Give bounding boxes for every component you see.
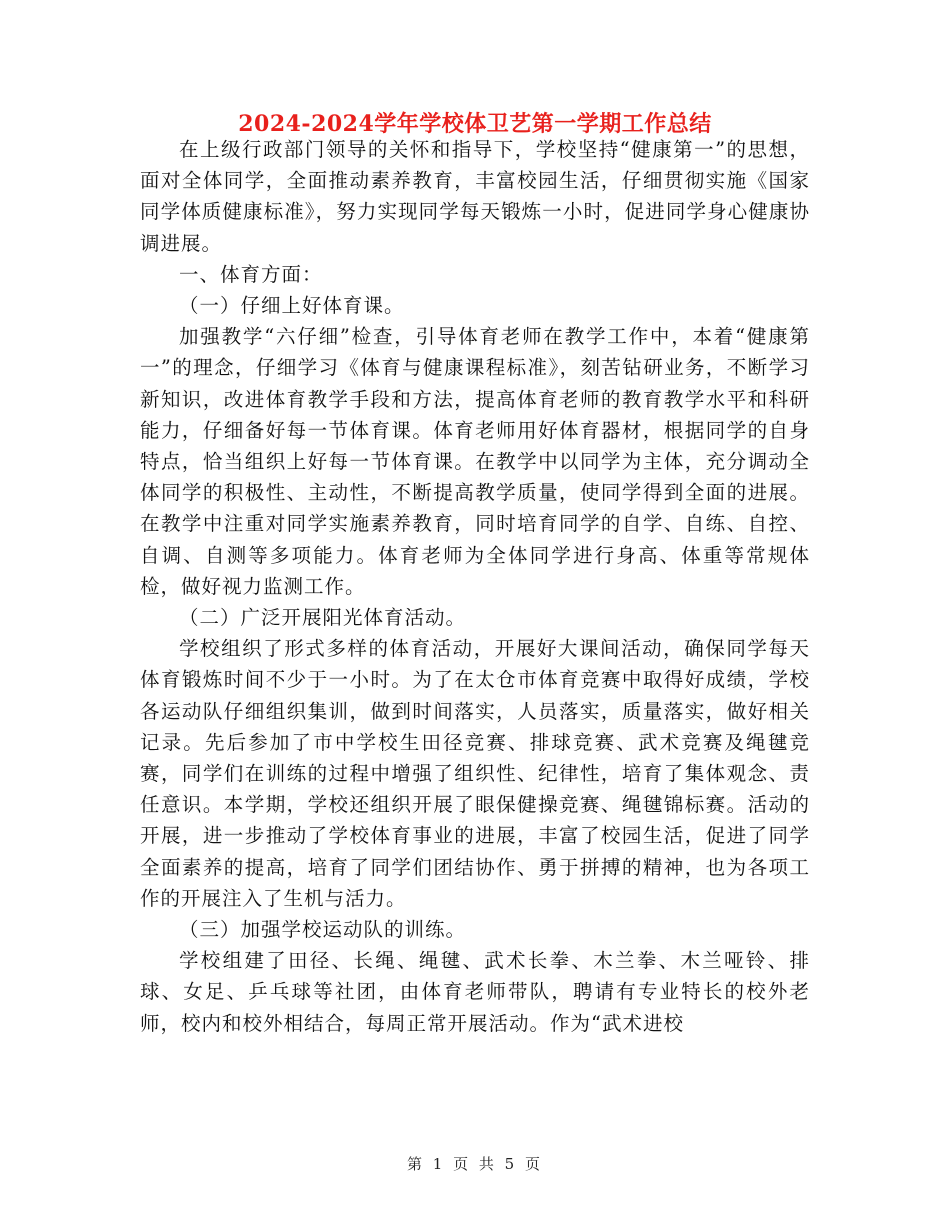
subsection-heading-2: （二）广泛开展阳光体育活动。 [179, 606, 467, 630]
document-body [140, 134, 810, 1039]
subsection-heading-1: （一）仔细上好体育课。 [179, 294, 405, 318]
paragraph-sports-teams: 学校组建了田径、长绳、绳毽、武术长拳、木兰拳、木兰哑铃、排球、女足、乒乓球等社团，由体育老师带队，聘请有专业特长的校外老师，校内和校外相结合，每周正常开展活动。作为“武术进校 [140, 949, 810, 1035]
document-title: 2024-2024学年学校体卫艺第一学期工作总结 [238, 111, 712, 137]
paragraph-intro: 在上级行政部门领导的关怀和指导下，学校坚持“健康第一”的思想，面对全体同学，全面推动素养教育，丰富校园生活，仔细贯彻实施《国家同学体质健康标准》，努力实现同学每天锻炼一小时，促进同学身心健康协调进展。 [140, 138, 810, 255]
subsection-heading-3: （三）加强学校运动队的训练。 [179, 918, 467, 942]
section-heading-sports: 一、体育方面： [179, 262, 323, 286]
paragraph-pe-class: 加强教学“六仔细”检查，引导体育老师在教学工作中，本着“健康第一”的理念，仔细学习《体育与健康课程标准》，刻苦钻研业务，不断学习新知识，改进体育教学手段和方法，提高体育老师的教育教学水平和科研能力，仔细备好每一节体育课。体育老师用好体育器材，根据同学的自身特点，恰当组织上好每一节体育课。在教学中以同学为主体，充分调动全体同学的积极性、主动性，不断提高教学质量，使同学得到全面的进展。在教学中注重对同学实施素养教育，同时培育同学的自学、自练、自控、自调、自测等多项能力。体育老师为全体同学进行身高、体重等常规体检，做好视力监测工作。 [140, 325, 810, 598]
page-footer: 第 1 页 共 5 页 [407, 1155, 543, 1173]
paragraph-sunshine-sports: 学校组织了形式多样的体育活动，开展好大课间活动，确保同学每天体育锻炼时间不少于一小时。为了在太仓市体育竞赛中取得好成绩，学校各运动队仔细组织集训，做到时间落实，人员落实，质量落实，做好相关记录。先后参加了市中学校生田径竞赛、排球竞赛、武术竞赛及绳毽竞赛，同学们在训练的过程中增强了组织性、纪律性，培育了集体观念、责任意识。本学期，学校还组织开展了眼保健操竞赛、绳毽锦标赛。活动的开展，进一步推动了学校体育事业的进展，丰富了校园生活，促进了同学全面素养的提高，培育了同学们团结协作、勇于拼搏的精神，也为各项工作的开展注入了生机与活力。 [140, 637, 810, 910]
